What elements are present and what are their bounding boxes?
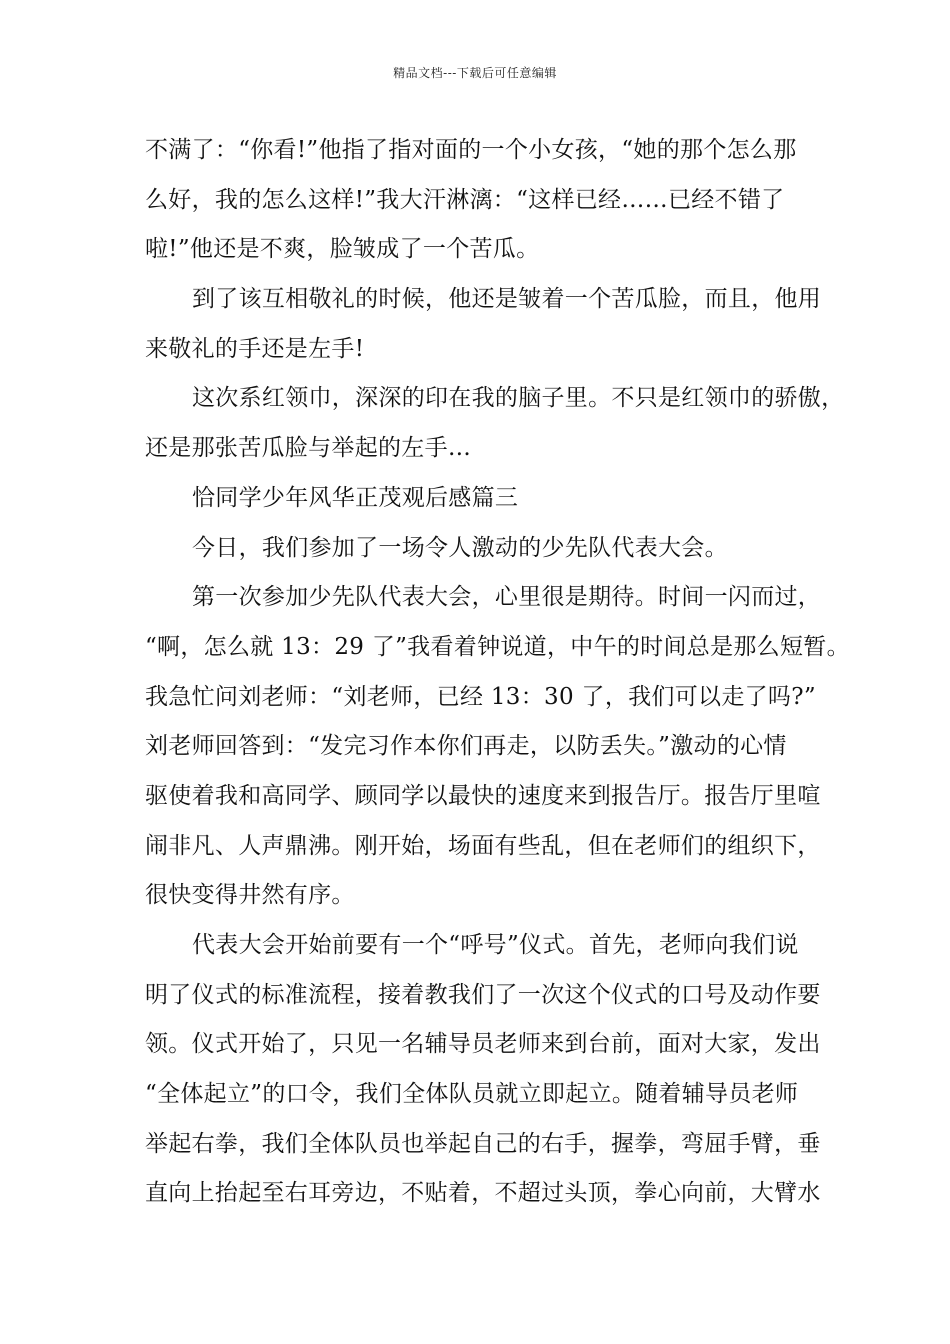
text-line: 直向上抬起至右耳旁边，不贴着，不超过头顶，拳心向前，大臂水 [145,1180,821,1207]
text-line: 驱使着我和高同学、顾同学以最快的速度来到报告厅。报告厅里喧 [145,782,821,809]
document-body [145,126,850,1219]
text-line: 刘老师回答到：“发完习作本你们再走，以防丢失。”激动的心情 [145,733,787,760]
text-line: 不满了：“你看!”他指了指对面的一个小女孩，“她的那个怎么那 [145,137,797,163]
text-line: 我急忙问刘老师：“刘老师，已经 13：30 了，我们可以走了吗?” [145,683,816,710]
text-line: 啦!”他还是不爽，脸皱成了一个苦瓜。 [145,236,540,263]
text-line: 第一次参加少先队代表大会，心里很是期待。时间一闪而过， [192,584,822,611]
text-line: 这次系红领巾，深深的印在我的脑子里。不只是红领巾的骄傲， [192,385,845,412]
text-line: 明了仪式的标准流程，接着教我们了一次这个仪式的口号及动作要 [145,981,821,1008]
text-line: 领。仪式开始了，只见一名辅导员老师来到台前，面对大家，发出 [145,1031,821,1058]
section-heading: 恰同学少年风华正茂观后感篇三 [192,484,519,511]
text-line: 闹非凡、人声鼎沸。刚开始，场面有些乱，但在老师们的组织下， [145,832,821,859]
text-line: 还是那张苦瓜脸与举起的左手… [145,435,472,462]
text-line: 代表大会开始前要有一个“呼号”仪式。首先，老师向我们说 [192,932,799,958]
text-line: 很快变得井然有序。 [145,882,355,909]
text-line: 来敬礼的手还是左手! [145,335,365,362]
text-line: 今日，我们参加了一场令人激动的少先队代表大会。 [192,534,728,561]
text-line: 到了该互相敬礼的时候，他还是皱着一个苦瓜脸，而且，他用 [192,286,822,313]
page-header: 精品文档---下载后可任意编辑 [393,66,557,80]
text-line: “啊，怎么就 13：29 了”我看着钟说道，中午的时间总是那么短暂。 [145,633,850,660]
text-line: “全体起立”的口令，我们全体队员就立即起立。随着辅导员老师 [145,1081,799,1108]
text-line: 举起右拳，我们全体队员也举起自己的右手，握拳，弯屈手臂，垂 [145,1130,821,1157]
text-line: 么好，我的怎么这样!”我大汗淋漓：“这样已经……已经不错了 [145,186,785,213]
